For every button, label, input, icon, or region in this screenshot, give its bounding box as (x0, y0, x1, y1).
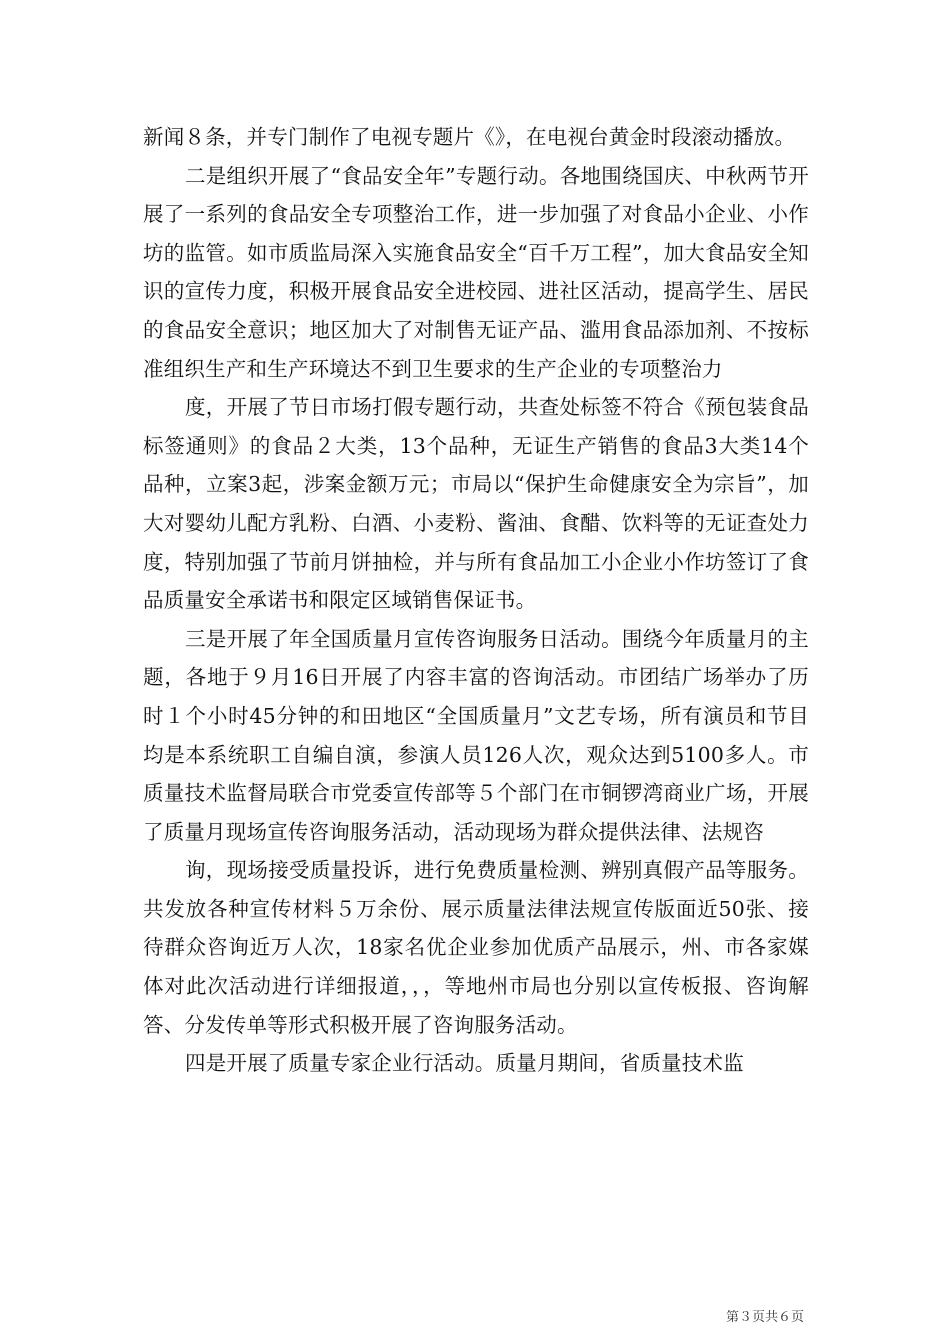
paragraph-4: 三是开展了年全国质量月宣传咨询服务日活动。围绕今年质量月的主题，各地于９月16日开展了内容丰富的咨询活动。市团结广场举办了历时１个小时45分钟的和田地区“全国质量月”文艺专场，所有演员和节目均是本系统职工自编自演，参演人员126人次，观众达到5100多人。市质量技术监督局联合市党委宣传部等５个部门在市铜锣湾商业广场，开展了质量月现场宣传咨询服务活动，活动现场为群众提供法律、法规咨 (143, 626, 809, 844)
paragraph-1: 新闻８条，并专门制作了电视专题片《》，在电视台黄金时段滚动播放。 (143, 125, 796, 149)
paragraph-5: 询，现场接受质量投诉，进行免费质量检测、辨别真假产品等服务。共发放各种宣传材料５万余份、展示质量法律法规宣传版面近50张、接待群众咨询近万人次，18家名优企业参加优质产品展示，州、市各家媒体对此次活动进行详细报道，，，等地州市局也分别以宣传板报、咨询解答、分发传单等形式积极开展了咨询服务活动。 (143, 858, 809, 1037)
paragraph-3: 度，开展了节日市场打假专题行动，共查处标签不符合《预包装食品标签通则》的食品２大类，13个品种，无证生产销售的食品3大类14个品种，立案3起，涉案金额万元；市局以“保护生命健康安全为宗旨”，加大对婴幼儿配方乳粉、白酒、小麦粉、酱油、食醋、饮料等的无证查处力度，特别加强了节前月饼抽检，并与所有食品加工小企业小作坊签订了食品质量安全承诺书和限定区域销售保证书。 (143, 395, 809, 613)
paragraph-2: 二是组织开展了“食品安全年”专题行动。各地围绕国庆、中秋两节开展了一系列的食品安全专项整治工作，进一步加强了对食品小企业、小作坊的监管。如市质监局深入实施食品安全“百千万工程”，加大食品安全知识的宣传力度，积极开展食品安全进校园、进社区活动，提高学生、居民的食品安全意识；地区加大了对制售无证产品、滥用食品添加剂、不按标准组织生产和生产环境达不到卫生要求的生产企业的专项整治力 (143, 163, 809, 381)
paragraph-6: 四是开展了质量专家企业行活动。质量月期间，省质量技术监 (185, 1051, 744, 1076)
document-body (143, 118, 809, 1083)
page-number-footer: 第３页共６页 (725, 1310, 804, 1325)
